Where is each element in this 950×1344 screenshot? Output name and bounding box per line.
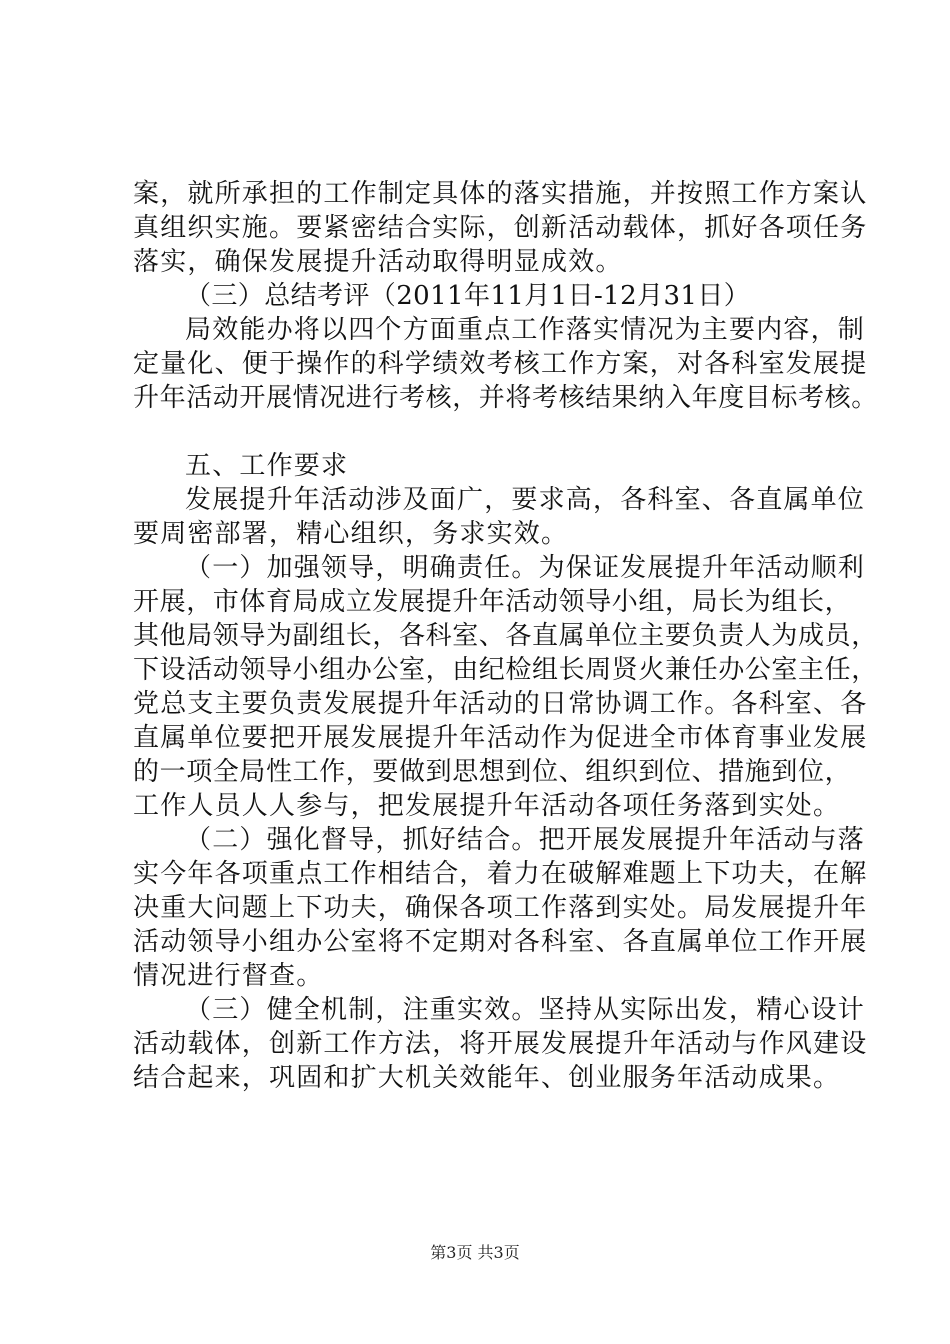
text-line: 发展提升年活动涉及面广，要求高，各科室、各直属单位 xyxy=(185,485,866,515)
text-line: 落实，确保发展提升活动取得明显成效。 xyxy=(133,247,623,277)
text-line: 活动载体，创新工作方法，将开展发展提升年活动与作风建设 xyxy=(133,1029,868,1059)
section-heading-5: 五、工作要求 xyxy=(185,451,349,481)
text-line: 其他局领导为副组长，各科室、各直属单位主要负责人为成员， xyxy=(133,621,878,651)
text-line: 结合起来，巩固和扩大机关效能年、创业服务年活动成果。 xyxy=(133,1063,841,1093)
text-line: 的一项全局性工作，要做到思想到位、组织到位、措施到位， xyxy=(133,757,852,787)
section-heading-3: （三）总结考评（2011年11月1日-12月31日） xyxy=(185,281,751,311)
text-line: 定量化、便于操作的科学绩效考核工作方案，对各科室发展提 xyxy=(133,349,868,379)
text-line: 党总支主要负责发展提升年活动的日常协调工作。各科室、各 xyxy=(133,689,868,719)
text-line: 下设活动领导小组办公室，由纪检组长周贤火兼任办公室主任， xyxy=(133,655,878,685)
page-footer: 第3页 共3页 xyxy=(430,1243,520,1262)
text-line: （三）健全机制，注重实效。坚持从实际出发，精心设计 xyxy=(185,995,866,1025)
text-line: 直属单位要把开展发展提升年活动作为促进全市体育事业发展 xyxy=(133,723,868,753)
text-line: 案，就所承担的工作制定具体的落实措施，并按照工作方案认 xyxy=(133,179,868,209)
text-line: （一）加强领导，明确责任。为保证发展提升年活动顺利 xyxy=(185,553,866,583)
text-line: （二）强化督导，抓好结合。把开展发展提升年活动与落 xyxy=(185,825,866,855)
text-line: 实今年各项重点工作相结合，着力在破解难题上下功夫，在解 xyxy=(133,859,868,889)
text-line: 工作人员人人参与，把发展提升年活动各项任务落到实处。 xyxy=(133,791,841,821)
text-line: 升年活动开展情况进行考核，并将考核结果纳入年度目标考核。 xyxy=(133,383,878,413)
text-line: 要周密部署，精心组织，务求实效。 xyxy=(133,519,569,549)
text-line: 活动领导小组办公室将不定期对各科室、各直属单位工作开展 xyxy=(133,927,868,957)
text-line: 开展，市体育局成立发展提升年活动领导小组，局长为组长， xyxy=(133,587,852,617)
text-line: 真组织实施。要紧密结合实际，创新活动载体，抓好各项任务 xyxy=(133,213,868,243)
text-line: 局效能办将以四个方面重点工作落实情况为主要内容，制 xyxy=(185,315,866,345)
text-line: 决重大问题上下功夫，确保各项工作落到实处。局发展提升年 xyxy=(133,893,868,923)
text-line: 情况进行督查。 xyxy=(133,961,324,991)
